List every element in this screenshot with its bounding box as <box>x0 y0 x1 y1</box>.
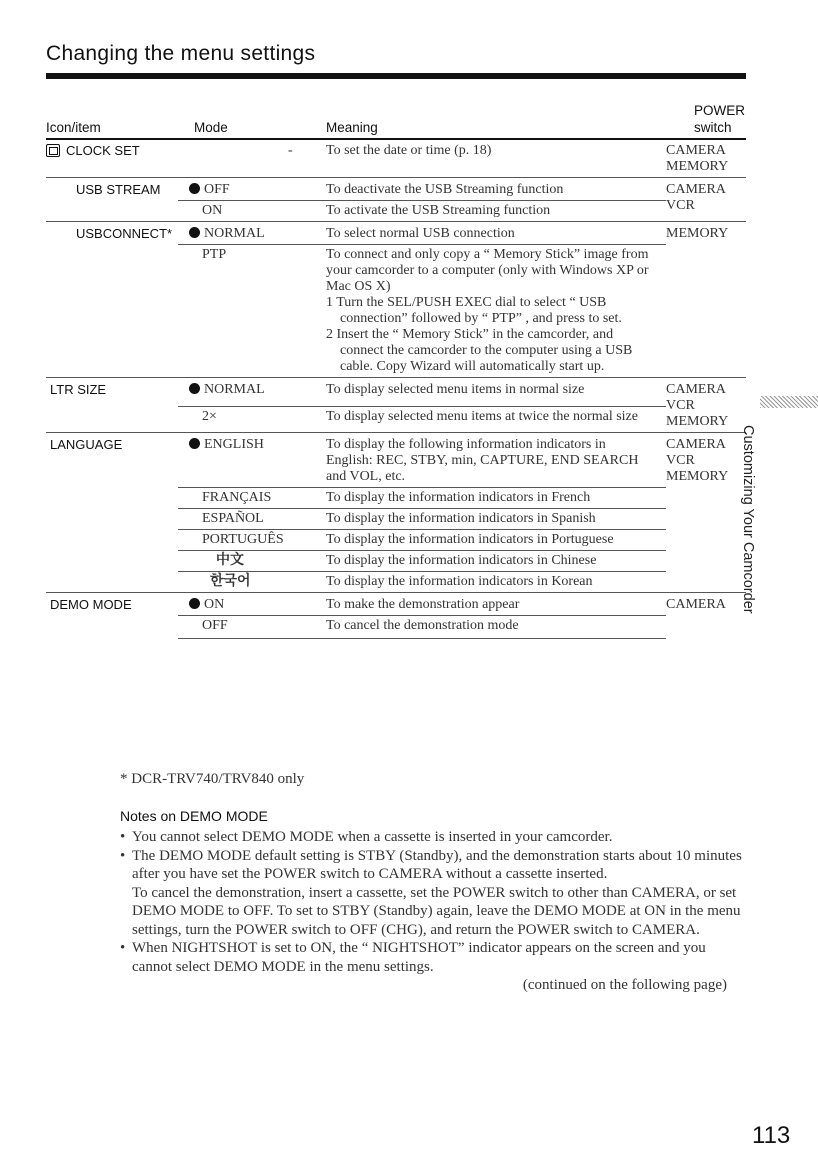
header-mode: Mode <box>194 120 228 135</box>
mode-cell <box>178 178 326 201</box>
default-dot-icon <box>189 183 200 194</box>
note-bullet3: When NIGHTSHOT is set to ON, the “ NIGHTSHOT” indicator appears on the screen and you cannot select DEMO MODE in the menu settings. <box>132 940 706 975</box>
language-mode-korean: 한국어 <box>210 574 251 589</box>
ltr-size-mode-2x: 2× <box>202 408 217 424</box>
clock-set-item: CLOCK SET <box>66 143 140 158</box>
usb-stream-mode-off: OFF <box>204 182 230 197</box>
demo-meaning-off: To cancel the demonstration mode <box>326 616 666 639</box>
note-item <box>120 847 745 940</box>
side-tab-pattern <box>760 396 818 408</box>
language-meaning-portuguese: To display the information indicators in Portuguese <box>326 530 666 551</box>
notes-heading: Notes on DEMO MODE <box>120 808 268 824</box>
language-meaning-korean: To display the information indicators in Korean <box>326 574 593 589</box>
header-item: Icon/item <box>46 120 101 135</box>
table-row <box>46 433 746 488</box>
side-tab-label: Customizing Your Camcorder <box>740 425 756 614</box>
usbconnect-step1: 1 Turn the SEL/PUSH EXEC dial to select “ USB connection” followed by “ PTP” , and press to set. <box>326 295 622 326</box>
ltr-size-power: CAMERA VCR MEMORY <box>666 378 746 433</box>
header-power-line1: POWER <box>694 103 746 118</box>
demo-meaning-on: To make the demonstration appear <box>326 593 666 616</box>
footnote: * DCR-TRV740/TRV840 only <box>120 771 305 787</box>
note-bullet2-para1: The DEMO MODE default setting is STBY (Standby), and the demonstration starts about 10 minutes after you have set the POWER switch to CAMERA without a cassette inserted. <box>132 847 742 882</box>
usbconnect-step2: 2 Insert the “ Memory Stick” in the camcorder, and connect the camcorder to the computer using a USB cable. Copy Wizard will automatically start up. <box>326 327 633 374</box>
notes-list <box>120 828 745 995</box>
usb-stream-meaning-on: To activate the USB Streaming function <box>326 203 551 218</box>
usbconnect-mode-normal: NORMAL <box>204 226 265 241</box>
row-item-cell <box>46 141 178 178</box>
ltr-size-item: LTR SIZE <box>46 378 178 433</box>
table-row <box>46 378 746 407</box>
default-dot-icon <box>189 227 200 238</box>
continued-note: (continued on the following page) <box>522 977 727 993</box>
usbconnect-meaning-ptp <box>326 245 666 378</box>
mode-cell <box>178 222 326 245</box>
language-meaning-french: To display the information indicators in French <box>326 488 666 509</box>
mode-cell <box>178 378 326 407</box>
demo-mode-on: ON <box>204 597 225 612</box>
usb-stream-meaning-off: To deactivate the USB Streaming function <box>326 178 666 201</box>
default-dot-icon <box>189 383 200 394</box>
language-mode-portuguese: PORTUGUÊS <box>178 530 326 551</box>
language-meaning-chinese: To display the information indicators in Chinese <box>326 551 666 572</box>
language-mode-english: ENGLISH <box>204 437 264 452</box>
language-meaning-spanish: To display the information indicators in Spanish <box>326 509 666 530</box>
ltr-size-mode-normal: NORMAL <box>204 382 265 397</box>
note-bullet1: You cannot select DEMO MODE when a cassette is inserted in your camcorder. <box>132 829 613 845</box>
ltr-size-meaning-normal: To display selected menu items in normal size <box>326 378 666 407</box>
camera-set-icon <box>46 144 60 157</box>
default-dot-icon <box>189 598 200 609</box>
note-bullet2-para2: To cancel the demonstration, insert a cassette, set the POWER switch to other than CAMERA, or set DEMO MODE to OFF. To set to STBY (Standby) again, leave the DEMO MODE at ON in the menu settings, turn the POWER switch to OFF (CHG), and return the POWER switch to CAMERA. <box>132 884 741 938</box>
side-tab <box>740 425 767 620</box>
ltr-size-meaning-2x: To display selected menu items at twice the normal size <box>326 408 638 424</box>
demo-mode-off: OFF <box>178 616 326 639</box>
language-item: LANGUAGE <box>46 433 178 593</box>
clock-set-mode: - <box>288 143 293 158</box>
clock-set-meaning: To set the date or time (p. 18) <box>326 143 492 158</box>
bullet-icon: • <box>120 847 126 864</box>
language-mode-chinese: 中文 <box>178 551 326 572</box>
usb-stream-power: CAMERA VCR <box>666 178 746 222</box>
demo-mode-item: DEMO MODE <box>46 593 178 639</box>
language-power: CAMERA VCR MEMORY <box>666 433 746 593</box>
page-number: 113 <box>752 1122 791 1149</box>
usbconnect-item: USBCONNECT* <box>46 222 178 378</box>
usb-stream-mode-on: ON <box>202 203 223 218</box>
header-rule <box>46 138 746 140</box>
table-row <box>46 222 746 245</box>
usbconnect-intro: To connect and only copy a “ Memory Stick” image from your camcorder to a computer (only with Windows XP or Mac OS X) <box>326 247 649 294</box>
header-power-line2: switch <box>694 120 732 135</box>
table-row <box>46 178 746 201</box>
usbconnect-meaning-normal: To select normal USB connection <box>326 222 666 245</box>
mode-cell <box>178 433 326 488</box>
language-meaning-english: To display the following information indicators in English: REC, STBY, min, CAPTURE, END SEARCH and VOL, etc. <box>326 433 666 488</box>
table-row <box>46 141 746 178</box>
bullet-icon: • <box>120 829 126 845</box>
note-item <box>120 939 745 976</box>
mode-cell <box>178 593 326 616</box>
clock-set-power: CAMERA MEMORY <box>666 143 729 174</box>
table-row <box>46 593 746 616</box>
demo-mode-power: CAMERA <box>666 593 746 639</box>
title-rule <box>46 73 746 79</box>
bullet-icon: • <box>120 940 126 956</box>
usbconnect-mode-ptp: PTP <box>202 247 227 262</box>
page-title: Changing the menu settings <box>46 42 316 65</box>
default-dot-icon <box>189 438 200 449</box>
note-item <box>120 828 745 847</box>
header-meaning: Meaning <box>326 120 378 135</box>
language-mode-spanish: ESPAÑOL <box>178 509 326 530</box>
menu-settings-table <box>46 141 746 639</box>
language-mode-french: FRANÇAIS <box>178 488 326 509</box>
usbconnect-power: MEMORY <box>666 222 746 378</box>
usb-stream-item: USB STREAM <box>46 178 178 222</box>
